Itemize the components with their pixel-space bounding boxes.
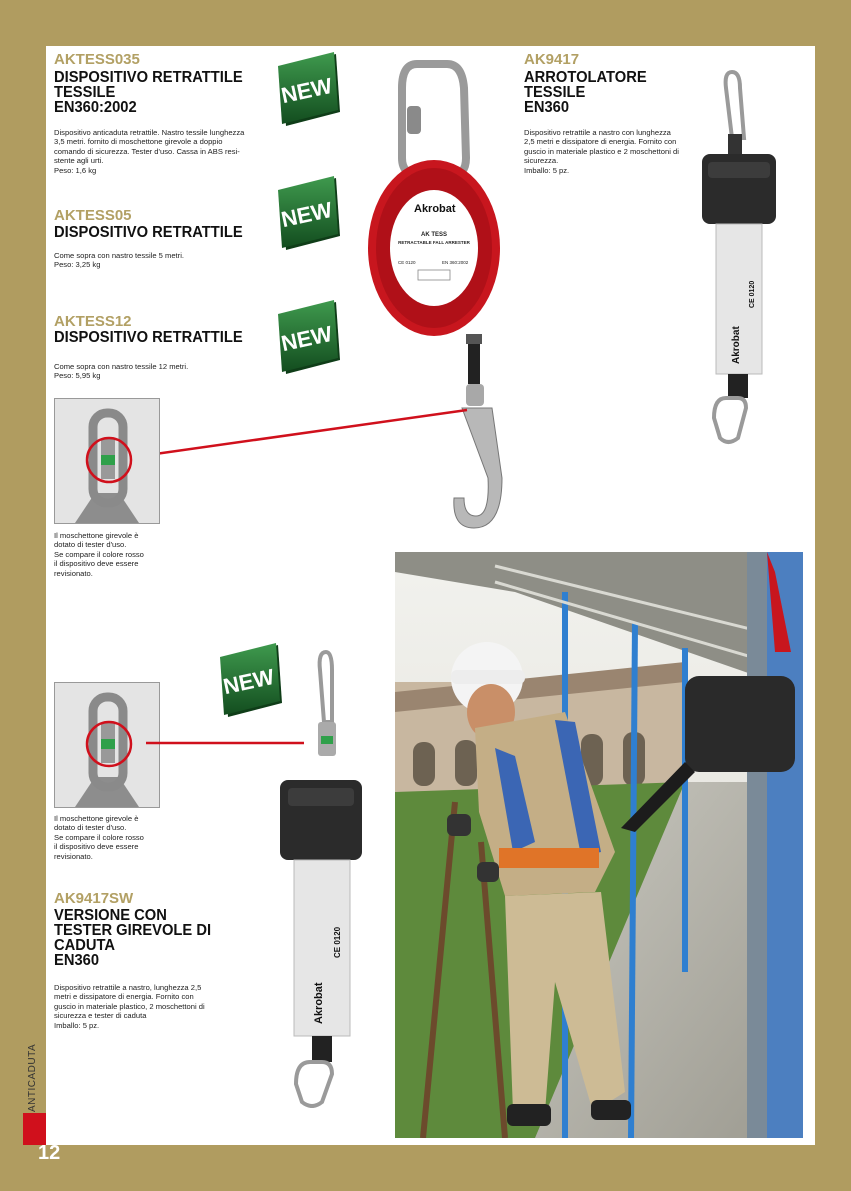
tester-note-bottom: Il moschettone girevole è dotato di tester d'uso. Se compare il colore rosso il dispositivo deve essere revisionato. bbox=[54, 814, 144, 861]
black-retractable-tester-device-image bbox=[276, 648, 376, 1108]
product-desc-aktess05: Come sopra con nastro tessile 5 metri. Peso: 3,25 kg bbox=[54, 251, 184, 270]
svg-text:Akrobat: Akrobat bbox=[313, 982, 325, 1024]
product-desc-aktess12: Come sopra con nastro tessile 12 metri. Peso: 5,95 kg bbox=[54, 362, 189, 381]
svg-text:NEW: NEW bbox=[278, 320, 335, 357]
svg-text:NEW: NEW bbox=[278, 196, 335, 233]
product-code-aktess12: AKTESS12 bbox=[54, 313, 132, 330]
black-retractable-device-image bbox=[698, 68, 784, 448]
product-code-ak9417: AK9417 bbox=[524, 51, 580, 68]
new-badge bbox=[276, 300, 342, 376]
product-desc-ak9417sw: Dispositivo retrattile a nastro, lunghezza 2,5 metri e dissipatore di energia. Fornito con guscio in materiale plastico, 2 moschettoni di sicurezza e tester di caduta Imballo: 5 pz. bbox=[54, 983, 205, 1030]
product-title-aktess035: DISPOSITIVO RETRATTILE TESSILE EN360:2002 bbox=[54, 69, 243, 116]
svg-text:Akrobat: Akrobat bbox=[414, 203, 456, 215]
new-badge bbox=[276, 52, 342, 128]
product-title-aktess05: DISPOSITIVO RETRATTILE bbox=[54, 224, 243, 241]
svg-text:AK TESS: AK TESS bbox=[420, 232, 448, 238]
new-badge bbox=[276, 176, 342, 252]
tester-note-top: Il moschettone girevole è dotato di tester d'uso. Se compare il colore rosso il dispositivo deve essere revisionato. bbox=[54, 531, 144, 578]
section-marker bbox=[23, 1113, 46, 1145]
svg-text:CE 0120: CE 0120 bbox=[749, 280, 756, 308]
svg-text:CE 0120: CE 0120 bbox=[398, 260, 416, 265]
product-code-ak9417sw: AK9417SW bbox=[54, 890, 134, 907]
product-desc-ak9417: Dispositivo retrattile a nastro con lunghezza 2,5 metri e dissipatore di energia. Fornito con guscio in materiale plastico e 2 moschettoni di sicurezza. Imballo: 5 pz. bbox=[524, 128, 679, 175]
svg-text:NEW: NEW bbox=[220, 663, 277, 700]
product-title-ak9417sw: VERSIONE CON TESTER GIREVOLE DI CADUTA EN360 bbox=[54, 907, 212, 969]
page-number: 12 bbox=[38, 1142, 61, 1164]
new-badge bbox=[218, 643, 284, 719]
svg-text:RETRACTABLE FALL ARRESTER: RETRACTABLE FALL ARRESTER bbox=[398, 240, 470, 245]
section-label: ANTICADUTA bbox=[27, 1043, 38, 1112]
svg-text:EN 360:2002: EN 360:2002 bbox=[442, 260, 469, 265]
product-code-aktess035: AKTESS035 bbox=[54, 51, 140, 68]
tester-thumbnail bbox=[54, 398, 160, 524]
catalog-page bbox=[46, 46, 815, 1145]
svg-text:Akrobat: Akrobat bbox=[731, 326, 742, 364]
pointer-line bbox=[141, 406, 471, 466]
svg-text:CE 0120: CE 0120 bbox=[333, 926, 342, 958]
worker-scaffold-photo bbox=[395, 552, 803, 1138]
product-desc-aktess035: Dispositivo anticaduta retrattile. Nastro tessile lunghezza 3,5 metri. fornito di moschettone girevole a doppio comando di sicurezza. Tester d'uso. Cassa in ABS resi- stente agli urti. Peso: 1,6 kg bbox=[54, 128, 245, 175]
tester-thumbnail bbox=[54, 682, 160, 808]
red-retractable-device-image bbox=[362, 58, 512, 538]
svg-text:NEW: NEW bbox=[278, 72, 335, 109]
product-title-ak9417: ARROTOLATORE TESSILE EN360 bbox=[524, 69, 647, 116]
product-title-aktess12: DISPOSITIVO RETRATTILE bbox=[54, 329, 243, 346]
product-code-aktess05: AKTESS05 bbox=[54, 207, 132, 224]
